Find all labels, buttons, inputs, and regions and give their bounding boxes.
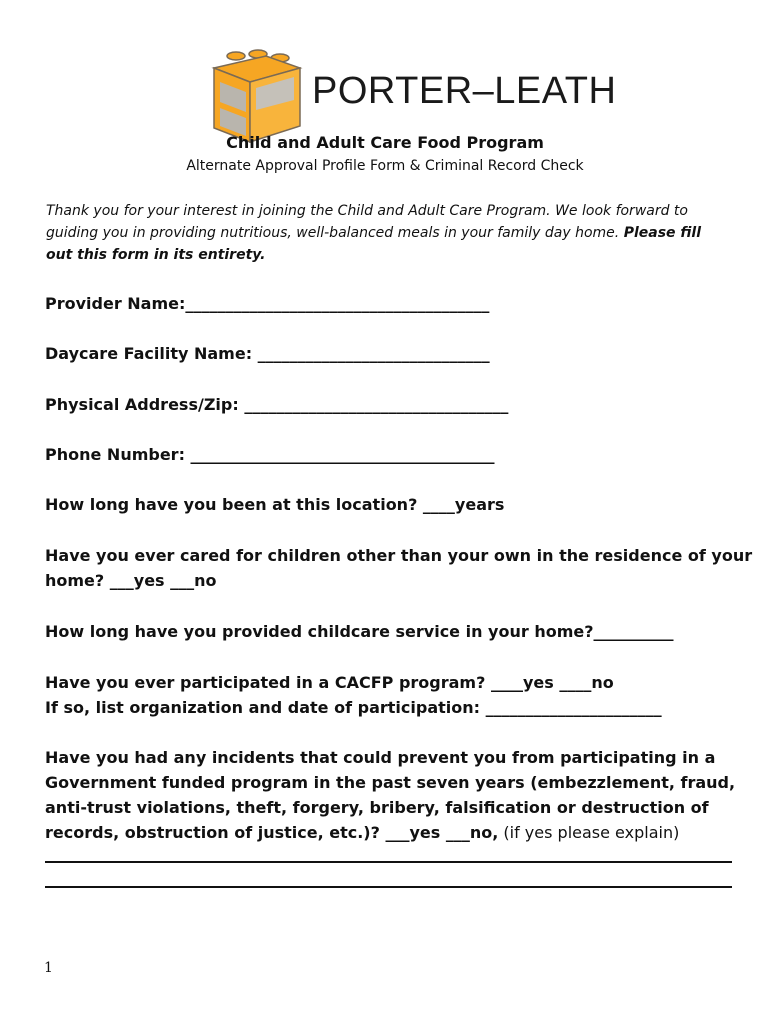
explanation-line-1[interactable] [45,861,732,863]
daycare-name-field[interactable]: Daycare Facility Name: _____________________________ [45,344,490,363]
form-subtitle: Alternate Approval Profile Form & Criminal Record Check [186,158,584,174]
intro-paragraph [46,200,726,266]
intro-emphasis: Please fill out this form in its entirety. [46,225,702,263]
logo-wordmark: PORTER–LEATH [312,70,617,112]
intro-text: Thank you for your interest in joining the Child and Adult Care Program. We look forward to guiding you in providing nutritious, well-balanced meals in your family day home. [46,203,688,241]
incidents-answer[interactable]: records, obstruction of justice, etc.)? ___yes ___no, [45,823,499,842]
address-field[interactable]: Physical Address/Zip: _________________________________ [45,395,509,414]
cacfp-organization-field[interactable]: If so, list organization and date of participation: ______________________ [45,698,662,717]
provider-name-field[interactable]: Provider Name:______________________________________ [45,294,490,313]
location-years-field[interactable]: How long have you been at this location? ____years [45,495,505,514]
incidents-line-4[interactable] [45,820,745,845]
cared-others-answer[interactable]: home? ___yes ___no [45,571,217,590]
incidents-line-2: Government funded program in the past seven years (embezzlement, fraud, [45,773,736,792]
phone-field[interactable]: Phone Number: ______________________________________ [45,445,495,464]
service-duration-field[interactable]: How long have you provided childcare service in your home?__________ [45,622,674,641]
incidents-explain-note: (if yes please explain) [498,823,680,842]
incidents-line-3: anti-trust violations, theft, forgery, bribery, falsification or destruction of [45,798,709,817]
page-number: 1 [44,960,53,976]
incidents-line-1: Have you had any incidents that could prevent you from participating in a [45,748,716,767]
explanation-line-2[interactable] [45,886,732,888]
form-title: Child and Adult Care Food Program [226,133,544,152]
lego-block-icon [206,46,306,146]
cacfp-question[interactable]: Have you ever participated in a CACFP program? ____yes ____no [45,673,614,692]
porter-leath-logo [206,46,617,146]
cared-others-question: Have you ever cared for children other than your own in the residence of your [45,546,753,565]
